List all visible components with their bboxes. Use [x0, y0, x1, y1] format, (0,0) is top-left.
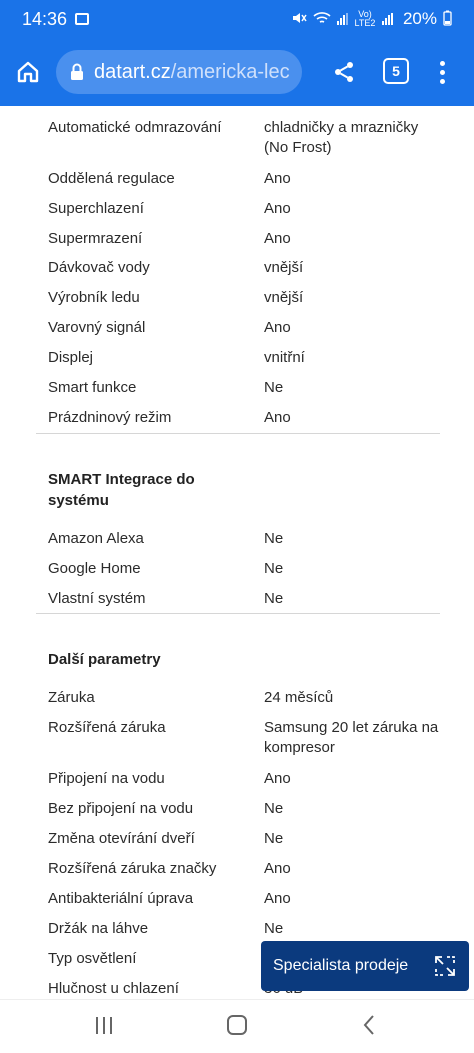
- signal-icon-2: [382, 13, 393, 25]
- status-icons: [291, 9, 452, 29]
- network-type: Vo) LTE2: [354, 9, 376, 28]
- share-icon: [332, 60, 356, 84]
- wifi-icon: [313, 11, 331, 28]
- home-button[interactable]: [0, 44, 56, 100]
- url-domain: datart.cz: [94, 60, 171, 83]
- mute-icon: [291, 10, 307, 29]
- url-path: /americka-lec: [170, 60, 290, 83]
- more-menu-button[interactable]: [428, 52, 456, 92]
- gallery-notification-icon: [75, 13, 89, 25]
- section-title-other: Další parametry: [48, 651, 161, 668]
- battery-icon: [443, 10, 452, 29]
- recent-apps-icon[interactable]: [96, 1017, 112, 1034]
- battery-level: 20%: [402, 9, 437, 28]
- spec-table: Automatické odmrazování chladničky a mrazničky (No Frost) Oddělená regulace Ano Superchlazení Ano Supermrazení Ano Dávkovač vody vnější Výrobník ledu vnější Varovný signál Ano Displej vnitřní Smart funkce Ne Prázdninový režim Ano SMART Integrace do systému Amazon Alexa Ne Google Home Ne Vlastní systém Ne Další parametry Záruka 24 měsíců Rozšířená záruka Samsung 20 let záruka na kompresor Připojení na vodu Ano Bez připojení na vodu Ne Změna otevírání dveří Ne Rozšířená záruka značky Ano Antibakteriální úprava Ano Držák na láhve Ne Typ osvětlení Hlučnost u chlazení: [0, 106, 474, 999]
- share-button[interactable]: [326, 52, 362, 92]
- tabs-button[interactable]: 5: [383, 58, 409, 84]
- section-divider: [36, 613, 440, 614]
- home-nav-icon[interactable]: [227, 1015, 247, 1035]
- sales-specialist-label: Specialista prodeje: [273, 957, 409, 974]
- section-divider: [36, 433, 440, 434]
- expand-icon: [433, 954, 457, 978]
- address-bar[interactable]: [56, 50, 302, 94]
- more-vert-icon: [440, 61, 445, 66]
- signal-icon: [337, 13, 348, 25]
- browser-toolbar: [0, 38, 474, 106]
- lock-icon: [70, 63, 84, 81]
- home-icon: [15, 59, 41, 85]
- section-title-smart: SMART Integrace do systému: [48, 471, 195, 509]
- status-time: 14:36: [22, 8, 68, 29]
- status-bar: [0, 0, 474, 38]
- sales-specialist-button[interactable]: [261, 941, 469, 991]
- system-nav-bar: [0, 999, 474, 1053]
- back-icon[interactable]: [362, 1014, 376, 1041]
